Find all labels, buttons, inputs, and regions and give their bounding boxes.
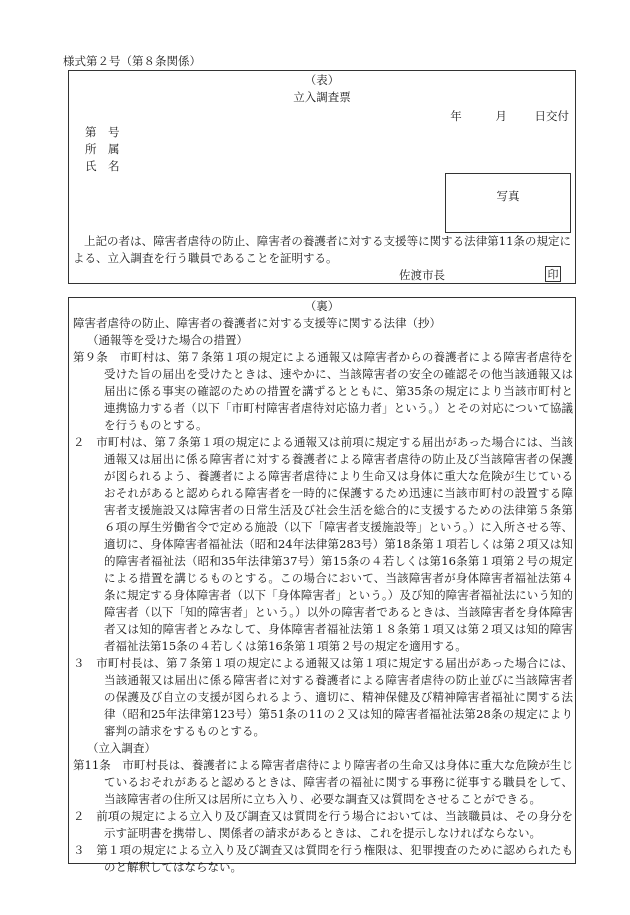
- issue-day: 日交付: [534, 109, 569, 123]
- photo-label: 写真: [496, 189, 520, 203]
- article-9-paragraph-2: ２ 市町村は、第７条第１項の規定による通報又は前項に規定する届出があった場合には、当該通報又は届出に係る障害者に対する養護者による障害者虐待の防止及び当該障害者の保護が図られるよう、養護者による障害者虐待により生命又は身体に重大な危険が生じているおそれがあると認められる障害者を一時的に保護するため迅速に当該市町村の設置する障害者支援施設又は障害者の日常生活及び社会生活を総合的に支援するための法律第５条第６項の厚生労働省令で定める施設（以下「障害者支援施設等」という。）に入所させる等、適切に、身体障害者福祉法（昭和24年法律第283号）第18条第１項若しくは第２項又は知的障害者福祉法（昭和35年法律第37号）第15条の４若しくは第16条第１項第２号の規定による措置を講じるものとする。この場合において、当該障害者が身体障害者福祉法第４条に規定する身体障害者（以下「身体障害者」という。）及び知的障害者福祉法にいう知的障害者（以下「知的障害者」という。）以外の障害者であるときは、当該障害者を身体障害者又は知的障害者とみなして、身体障害者福祉法第１８条第１項又は第２項又は知的障害者福祉法第15条の４若しくは第16条第１項第２号の規定を適用する。: [73, 435, 573, 653]
- law-title: 障害者虐待の防止、障害者の養護者に対する支援等に関する法律（抄）: [73, 316, 441, 330]
- photo-box: [445, 173, 571, 233]
- article-9: 第９条 市町村は、第７条第１項の規定による通報又は障害者からの養護者による障害者虐待を受けた旨の届出を受けたときは、速やかに、当該障害者の安全の確認その他当該通報又は届出に係る事実の確認のための措置を講ずるとともに、第35条の規定により当該市町村と連携協力する者（以下「市町村障害者虐待対応協力者」という。）とその対応について協議を行うものとする。: [73, 350, 573, 432]
- front-side-panel: [68, 70, 576, 284]
- issuer-name: 佐渡市長: [399, 268, 445, 282]
- seal-mark: 印: [545, 266, 561, 282]
- issue-date: [450, 108, 569, 125]
- field-name: 氏 名: [85, 159, 120, 173]
- law-excerpt: [73, 315, 573, 876]
- form-number: 様式第２号（第８条関係）: [63, 54, 201, 68]
- issue-month: 月: [495, 109, 507, 123]
- article-11-paragraph-2: ２ 前項の規定による立入り及び調査又は質問を行う場合においては、当該職員は、その身分を示す証明書を携帯し、関係者の請求があるときは、これを提示しなければならない。: [73, 809, 573, 840]
- caption-reporting-measures: （通報等を受けた場合の措置）: [87, 333, 248, 347]
- front-side-label: （表）: [304, 73, 340, 87]
- field-number: 第 号: [85, 125, 120, 139]
- article-11: 第11条 市町村長は、養護者による障害者虐待により障害者の生命又は身体に重大な危険が生じているおそれがあると認めるときは、障害者の福祉に関する事務に従事する職員をして、当該障害者の住所又は居所に立ち入り、必要な調査又は質問をさせることができる。: [73, 758, 573, 806]
- caption-on-site-investigation: （立入調査）: [87, 741, 156, 755]
- article-11-paragraph-3: ３ 第１項の規定による立入り及び調査又は質問を行う権限は、犯罪捜査のために認められたものと解釈してはならない。: [73, 843, 573, 874]
- back-side-panel: [68, 297, 576, 874]
- field-affiliation: 所 属: [85, 142, 120, 156]
- issue-year: 年: [450, 109, 462, 123]
- certification-text: 上記の者は、障害者虐待の防止、障害者の養護者に対する支援等に関する法律第11条の規定による、立入調査を行う職員であることを証明する。: [73, 234, 571, 265]
- holder-fields: [85, 124, 120, 175]
- document-title: 立入調査票: [293, 90, 351, 104]
- article-9-paragraph-3: ３ 市町村長は、第７条第１項の規定による通報又は第１項に規定する届出があった場合には、当該通報又は届出に係る障害者に対する養護者による障害者虐待の防止並びに当該障害者の保護及び自立の支援が図られるよう、適切に、精神保健及び精神障害者福祉に関する法律（昭和25年法律第123号）第51条の11の２又は知的障害者福祉法第28条の規定により審判の請求をするものとする。: [73, 656, 573, 738]
- back-side-label: （裏）: [304, 299, 340, 313]
